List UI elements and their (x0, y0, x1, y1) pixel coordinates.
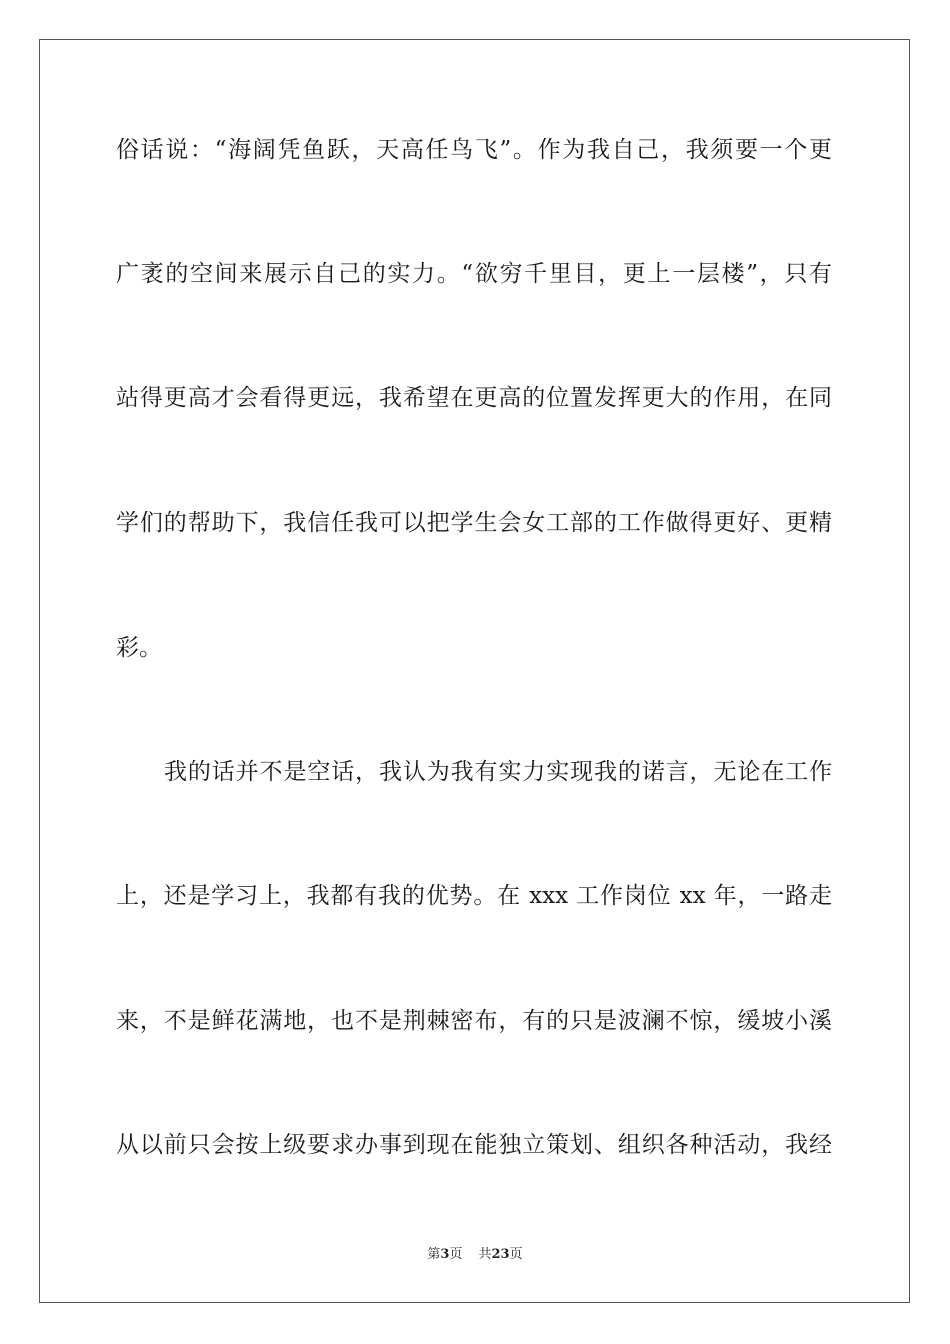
paragraph-line-5: 彩。 (116, 635, 162, 661)
paragraph-line-4: 学们的帮助下，我信任我可以把学生会女工部的工作做得更好、更精 (116, 510, 832, 536)
paragraph-line-3: 站得更高才会看得更远，我希望在更高的位置发挥更大的作用，在同 (116, 385, 832, 411)
paragraph-line-8: 来，不是鲜花满地，也不是荆棘密布，有的只是波澜不惊，缓坡小溪 (116, 1008, 832, 1034)
paragraph-line-6: 我的话并不是空话，我认为我有实力实现我的诺言，无论在工作 (164, 759, 832, 785)
page-footer (0, 1246, 950, 1264)
page-prefix: 第 (427, 1247, 441, 1262)
paragraph-line-1: 俗话说：“海阔凭鱼跃，天高任鸟飞”。作为我自己，我须要一个更 (116, 137, 832, 163)
paragraph-line-7: 上，还是学习上，我都有我的优势。在 xxx 工作岗位 xx 年，一路走 (116, 883, 832, 909)
paragraph-line-9: 从以前只会按上级要求办事到现在能独立策划、组织各种活动，我经 (116, 1132, 832, 1158)
paragraph-line-2: 广袤的空间来展示自己的实力。“欲穷千里目，更上一层楼”，只有 (116, 261, 832, 287)
page-current: 3 (440, 1247, 450, 1262)
page-border (39, 39, 910, 1303)
page-suffix: 页 (449, 1247, 463, 1262)
total-suffix: 页 (509, 1247, 523, 1262)
page-total: 23 (491, 1247, 510, 1262)
total-prefix: 共 (478, 1247, 492, 1262)
